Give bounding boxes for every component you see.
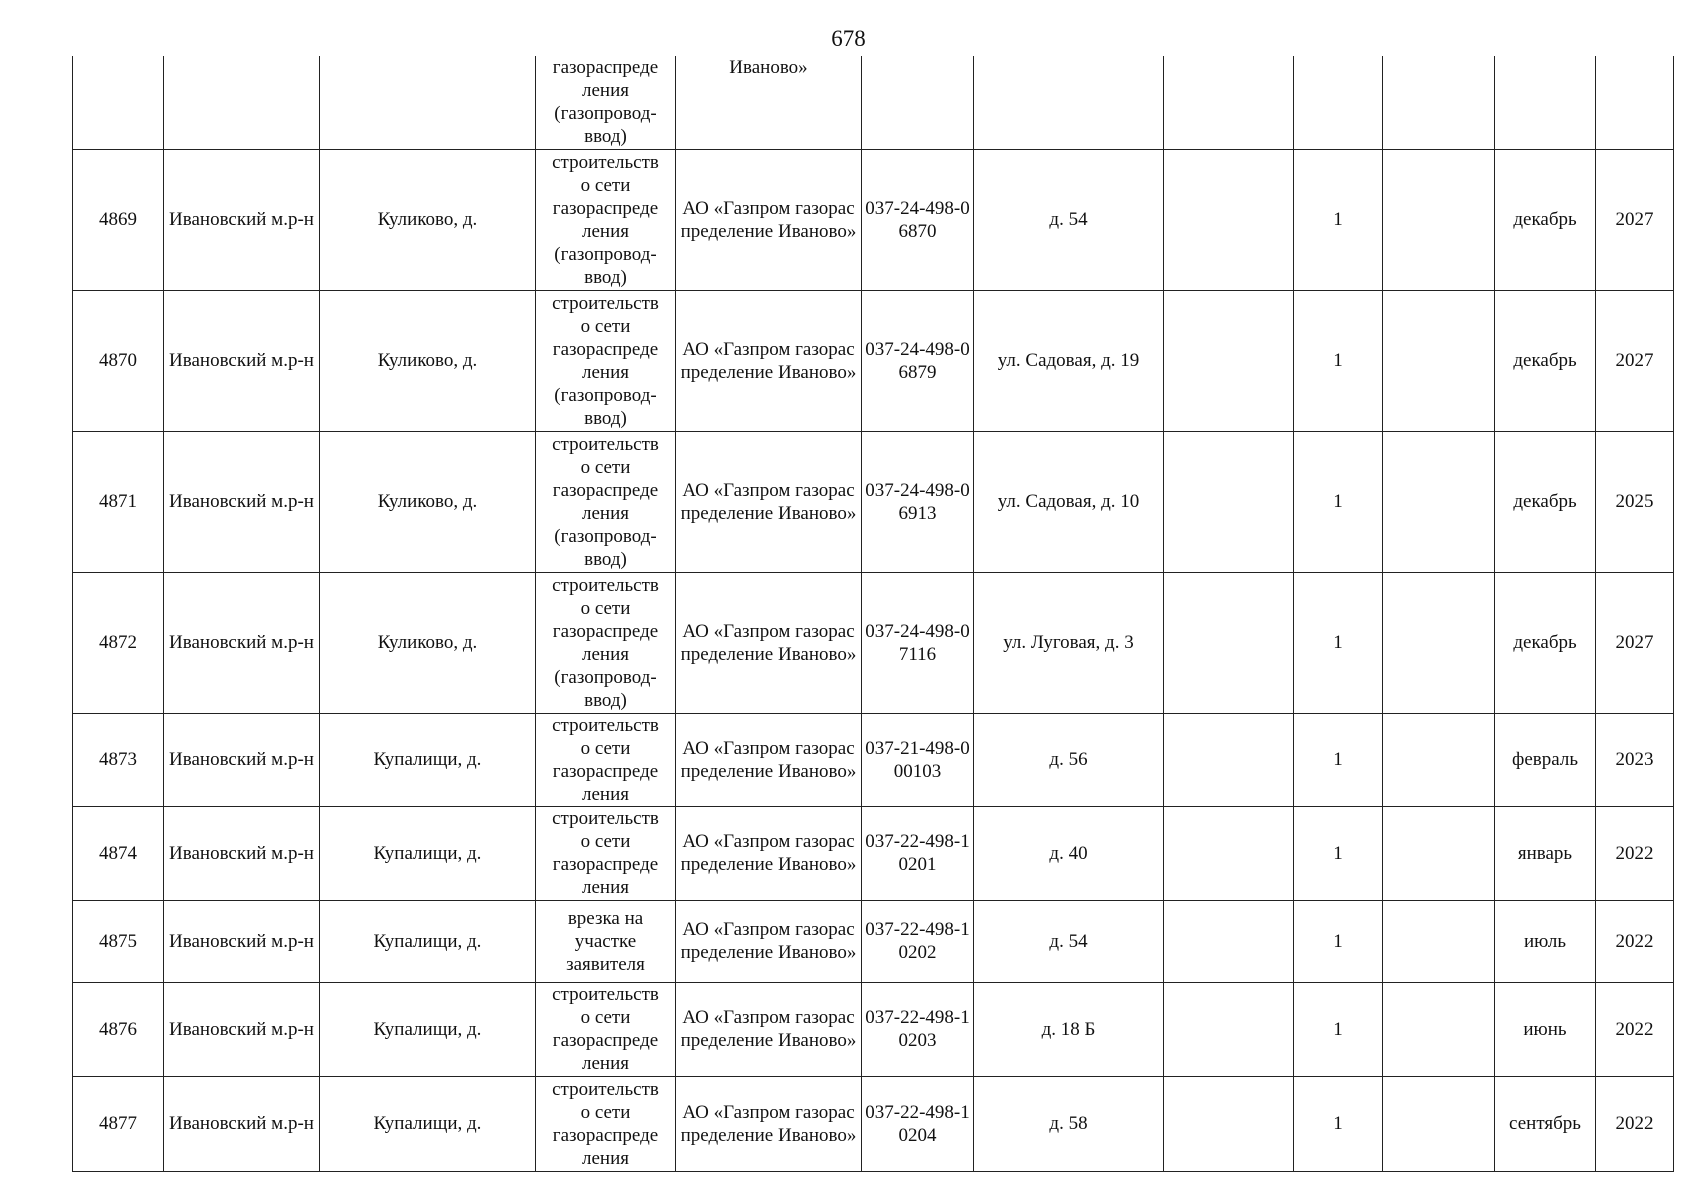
cell-address: д. 56 <box>974 713 1164 806</box>
cell-empty-2 <box>1383 149 1495 290</box>
cell-empty-2 <box>1383 56 1495 149</box>
cell-operator: АО «Газпром газораспределение Иваново» <box>676 572 862 713</box>
cell-year: 2027 <box>1596 290 1674 431</box>
cell-address: ул. Садовая, д. 19 <box>974 290 1164 431</box>
cell-code: 037-24-498-06913 <box>862 431 974 572</box>
cell-empty-1 <box>1164 1076 1294 1171</box>
cell-num: 4874 <box>73 806 164 900</box>
table-row <box>73 900 1674 982</box>
cell-address: ул. Луговая, д. 3 <box>974 572 1164 713</box>
cell-operator: Иваново» <box>676 56 862 149</box>
cell-empty-1 <box>1164 806 1294 900</box>
cell-work-type: строительств о сети газораспреде ления <box>536 1076 676 1171</box>
cell-operator: АО «Газпром газораспределение Иваново» <box>676 982 862 1076</box>
cell-district: Ивановский м.р-н <box>164 900 320 982</box>
table-row <box>73 290 1674 431</box>
page-number: 678 <box>831 26 866 51</box>
cell-num: 4877 <box>73 1076 164 1171</box>
cell-settlement: Купалищи, д. <box>320 713 536 806</box>
cell-settlement: Купалищи, д. <box>320 900 536 982</box>
cell-month: январь <box>1495 806 1596 900</box>
cell-month <box>1495 56 1596 149</box>
cell-settlement: Купалищи, д. <box>320 982 536 1076</box>
cell-year: 2022 <box>1596 900 1674 982</box>
cell-work-type: строительств о сети газораспреде ления (газопровод- ввод) <box>536 149 676 290</box>
cell-year: 2027 <box>1596 572 1674 713</box>
cell-district: Ивановский м.р-н <box>164 431 320 572</box>
cell-code: 037-24-498-06870 <box>862 149 974 290</box>
cell-address: д. 54 <box>974 900 1164 982</box>
cell-code: 037-22-498-10203 <box>862 982 974 1076</box>
cell-num: 4872 <box>73 572 164 713</box>
cell-work-type: газораспреде ления (газопровод- ввод) <box>536 56 676 149</box>
cell-settlement: Куликово, д. <box>320 431 536 572</box>
table-row <box>73 982 1674 1076</box>
cell-code: 037-22-498-10202 <box>862 900 974 982</box>
cell-district: Ивановский м.р-н <box>164 290 320 431</box>
cell-month: декабрь <box>1495 290 1596 431</box>
cell-work-type: строительств о сети газораспреде ления (газопровод- ввод) <box>536 572 676 713</box>
cell-operator: АО «Газпром газораспределение Иваново» <box>676 431 862 572</box>
cell-operator: АО «Газпром газораспределение Иваново» <box>676 290 862 431</box>
cell-empty-2 <box>1383 806 1495 900</box>
cell-work-type: строительств о сети газораспреде ления <box>536 806 676 900</box>
cell-num <box>73 56 164 149</box>
cell-empty-2 <box>1383 572 1495 713</box>
cell-district: Ивановский м.р-н <box>164 1076 320 1171</box>
cell-empty-1 <box>1164 56 1294 149</box>
cell-address: д. 40 <box>974 806 1164 900</box>
cell-year: 2023 <box>1596 713 1674 806</box>
cell-settlement: Куликово, д. <box>320 149 536 290</box>
cell-district: Ивановский м.р-н <box>164 713 320 806</box>
cell-year: 2022 <box>1596 806 1674 900</box>
cell-month: декабрь <box>1495 149 1596 290</box>
cell-qty: 1 <box>1294 1076 1383 1171</box>
cell-settlement: Купалищи, д. <box>320 806 536 900</box>
cell-work-type: строительств о сети газораспреде ления (газопровод- ввод) <box>536 431 676 572</box>
cell-settlement: Купалищи, д. <box>320 1076 536 1171</box>
cell-settlement <box>320 56 536 149</box>
cell-work-type: строительств о сети газораспреде ления (газопровод- ввод) <box>536 290 676 431</box>
cell-empty-1 <box>1164 900 1294 982</box>
table-row <box>73 806 1674 900</box>
cell-empty-2 <box>1383 982 1495 1076</box>
cell-district: Ивановский м.р-н <box>164 982 320 1076</box>
cell-empty-2 <box>1383 431 1495 572</box>
cell-empty-1 <box>1164 572 1294 713</box>
cell-month: декабрь <box>1495 431 1596 572</box>
cell-settlement: Куликово, д. <box>320 572 536 713</box>
cell-settlement: Куликово, д. <box>320 290 536 431</box>
cell-address <box>974 56 1164 149</box>
cell-operator: АО «Газпром газораспределение Иваново» <box>676 1076 862 1171</box>
cell-qty: 1 <box>1294 572 1383 713</box>
cell-district: Ивановский м.р-н <box>164 572 320 713</box>
cell-empty-2 <box>1383 1076 1495 1171</box>
continuation-row <box>73 56 1674 149</box>
cell-qty: 1 <box>1294 713 1383 806</box>
cell-qty: 1 <box>1294 900 1383 982</box>
cell-month: июль <box>1495 900 1596 982</box>
cell-code <box>862 56 974 149</box>
cell-year: 2022 <box>1596 982 1674 1076</box>
table-row <box>73 1076 1674 1171</box>
cell-district <box>164 56 320 149</box>
cell-code: 037-24-498-06879 <box>862 290 974 431</box>
cell-operator: АО «Газпром газораспределение Иваново» <box>676 149 862 290</box>
cell-code: 037-21-498-000103 <box>862 713 974 806</box>
cell-year: 2025 <box>1596 431 1674 572</box>
cell-code: 037-22-498-10204 <box>862 1076 974 1171</box>
cell-work-type: строительств о сети газораспреде ления <box>536 713 676 806</box>
cell-qty: 1 <box>1294 982 1383 1076</box>
cell-month: июнь <box>1495 982 1596 1076</box>
table-row <box>73 431 1674 572</box>
cell-year: 2027 <box>1596 149 1674 290</box>
cell-num: 4869 <box>73 149 164 290</box>
cell-code: 037-24-498-07116 <box>862 572 974 713</box>
cell-num: 4871 <box>73 431 164 572</box>
cell-month: декабрь <box>1495 572 1596 713</box>
table-row <box>73 149 1674 290</box>
cell-qty <box>1294 56 1383 149</box>
cell-work-type: строительств о сети газораспреде ления <box>536 982 676 1076</box>
cell-empty-1 <box>1164 982 1294 1076</box>
cell-empty-2 <box>1383 713 1495 806</box>
cell-address: д. 58 <box>974 1076 1164 1171</box>
cell-month: февраль <box>1495 713 1596 806</box>
cell-operator: АО «Газпром газораспределение Иваново» <box>676 713 862 806</box>
cell-month: сентябрь <box>1495 1076 1596 1171</box>
cell-year: 2022 <box>1596 1076 1674 1171</box>
cell-address: д. 18 Б <box>974 982 1164 1076</box>
cell-qty: 1 <box>1294 149 1383 290</box>
cell-year <box>1596 56 1674 149</box>
cell-district: Ивановский м.р-н <box>164 149 320 290</box>
cell-empty-2 <box>1383 290 1495 431</box>
cell-address: ул. Садовая, д. 10 <box>974 431 1164 572</box>
cell-address: д. 54 <box>974 149 1164 290</box>
cell-num: 4875 <box>73 900 164 982</box>
cell-num: 4873 <box>73 713 164 806</box>
cell-empty-1 <box>1164 149 1294 290</box>
cell-code: 037-22-498-10201 <box>862 806 974 900</box>
table-row <box>73 713 1674 806</box>
cell-work-type: врезка на участке заявителя <box>536 900 676 982</box>
cell-empty-1 <box>1164 713 1294 806</box>
cell-empty-1 <box>1164 290 1294 431</box>
cell-operator: АО «Газпром газораспределение Иваново» <box>676 806 862 900</box>
cell-num: 4876 <box>73 982 164 1076</box>
cell-empty-1 <box>1164 431 1294 572</box>
cell-operator: АО «Газпром газораспределение Иваново» <box>676 900 862 982</box>
cell-empty-2 <box>1383 900 1495 982</box>
table-row <box>73 572 1674 713</box>
cell-qty: 1 <box>1294 290 1383 431</box>
cell-district: Ивановский м.р-н <box>164 806 320 900</box>
cell-qty: 1 <box>1294 431 1383 572</box>
cell-num: 4870 <box>73 290 164 431</box>
gas-connection-registry-table <box>72 56 1674 1172</box>
cell-qty: 1 <box>1294 806 1383 900</box>
